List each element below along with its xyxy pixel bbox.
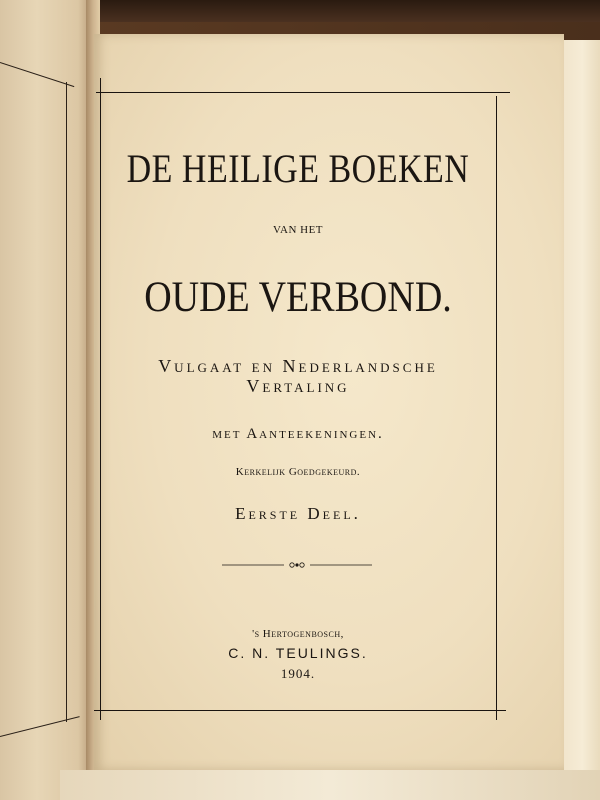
frame-rule-bottom xyxy=(94,710,506,711)
flyleaf-border-right xyxy=(66,82,67,722)
approval-line: Kerkelijk Goedgekeurd. xyxy=(235,466,361,478)
translation-line-2: Vertaling xyxy=(246,376,350,396)
flyleaf-border-top xyxy=(0,62,74,87)
ornamental-rule-icon xyxy=(222,560,372,570)
flyleaf-border-bottom xyxy=(0,716,80,737)
title-page xyxy=(94,34,564,770)
publisher-name: C. N. TEULINGS. xyxy=(228,645,368,661)
frame-rule-top xyxy=(96,92,510,93)
title-connector: VAN HET xyxy=(272,224,324,236)
frame-rule-right xyxy=(496,96,497,720)
title-page-content xyxy=(100,96,496,710)
publication-place: 's Hertogenbosch, xyxy=(252,628,344,640)
publication-year: 1904. xyxy=(280,666,316,681)
table-surface xyxy=(60,770,600,800)
subtitle: OUDE VERBOND. xyxy=(144,273,452,322)
left-flyleaf-page xyxy=(0,0,92,800)
translation-line xyxy=(100,356,496,396)
volume-line: Eerste Deel. xyxy=(235,504,361,523)
annotations-line: met Aanteekeningen. xyxy=(212,426,384,442)
main-title: DE HEILIGE BOEKEN xyxy=(126,148,470,192)
translation-line-1: Vulgaat en Nederlandsche xyxy=(158,356,438,376)
